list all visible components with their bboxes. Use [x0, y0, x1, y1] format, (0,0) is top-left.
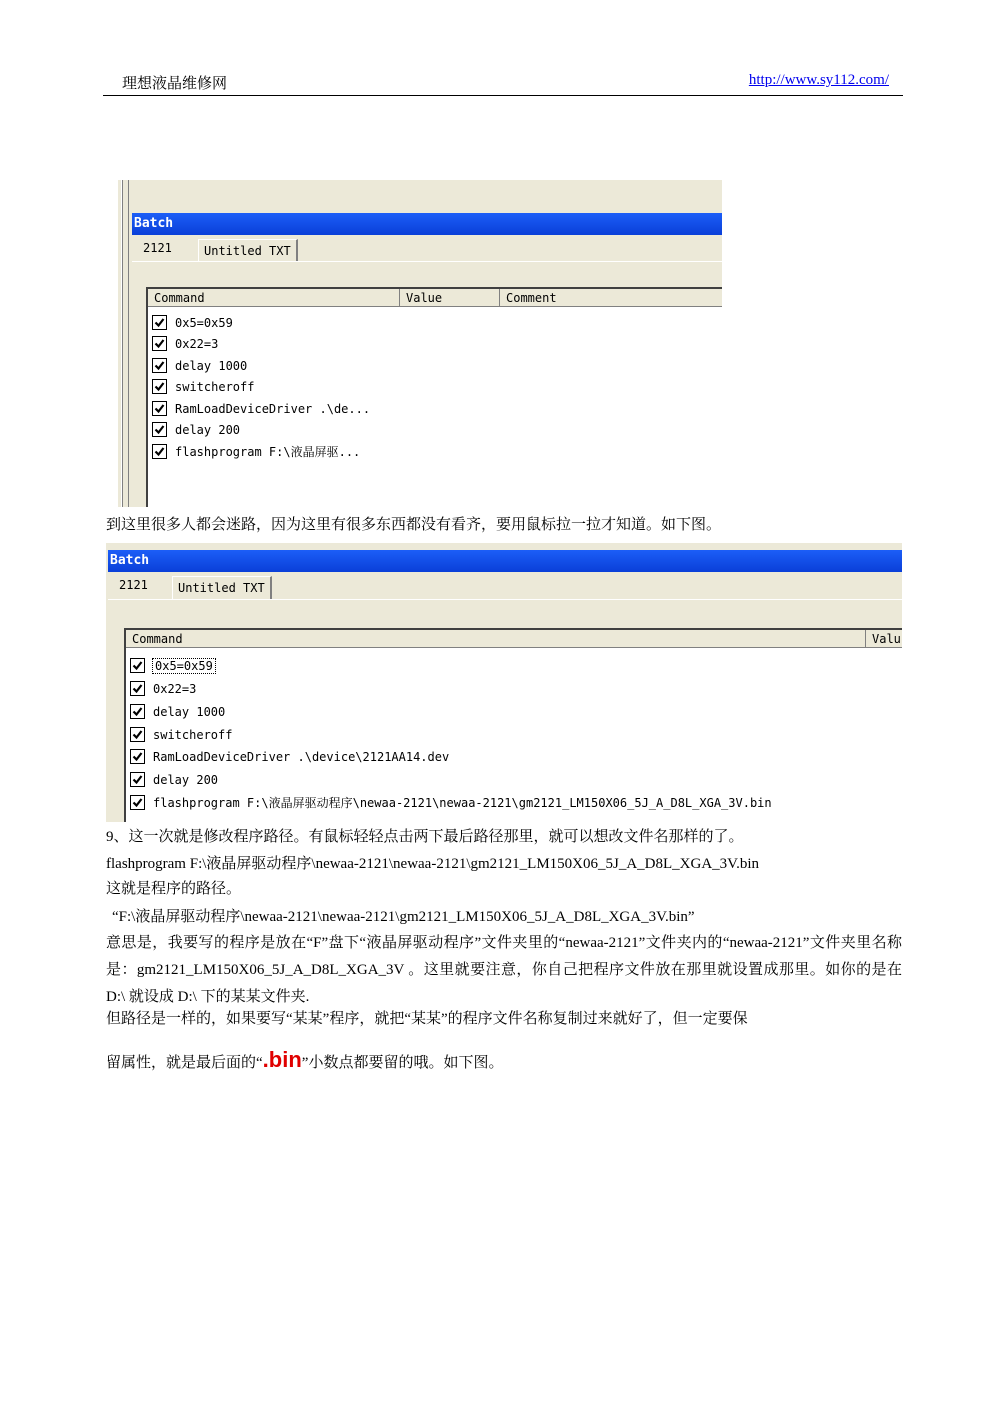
column-command[interactable]: Command — [148, 289, 400, 307]
command-list[interactable] — [124, 628, 902, 822]
step-9-heading: 9、这一次就是修改程序路径。有鼠标轻轻点击两下最后路径那里，就可以想改文件名那样的了。 — [106, 829, 744, 845]
command-text: flashprogram F:\液晶屏驱... — [175, 445, 361, 459]
column-command[interactable]: Command — [126, 630, 866, 648]
tab-panel — [132, 261, 722, 263]
checkbox-checked-icon[interactable] — [130, 727, 145, 742]
keep-text-before: 留属性，就是最后面的“ — [106, 1055, 263, 1071]
command-text: delay 1000 — [175, 359, 248, 373]
checkbox-checked-icon[interactable] — [152, 379, 167, 394]
tab-panel — [108, 599, 902, 601]
command-text: switcheroff — [153, 728, 233, 742]
checkbox-checked-icon[interactable] — [130, 749, 145, 764]
same-path-paragraph: 但路径是一样的，如果要写“某某”程序，就把“某某”的程序文件名称复制过来就好了，但一定要保 — [106, 1011, 748, 1027]
site-name: 理想液晶维修网 — [122, 76, 228, 92]
list-item[interactable] — [130, 793, 772, 814]
window-edge — [118, 180, 132, 507]
list-item[interactable] — [130, 702, 225, 723]
tab-2121[interactable]: 2121 — [138, 237, 177, 259]
list-item[interactable] — [152, 399, 370, 420]
list-item[interactable] — [130, 679, 196, 700]
header-divider — [103, 95, 903, 96]
list-item[interactable] — [152, 313, 233, 334]
checkbox-checked-icon[interactable] — [130, 795, 145, 810]
column-value[interactable]: Valu — [866, 630, 902, 648]
list-item[interactable] — [130, 747, 449, 768]
tab-untitled-txt[interactable]: Untitled TXT — [172, 576, 272, 599]
list-item[interactable] — [130, 656, 215, 677]
list-item[interactable] — [152, 442, 360, 463]
column-comment[interactable]: Comment — [500, 289, 722, 307]
list-item[interactable] — [152, 356, 247, 377]
checkbox-checked-icon[interactable] — [152, 358, 167, 373]
command-text: 0x22=3 — [153, 682, 197, 696]
command-text: 0x22=3 — [175, 337, 219, 351]
list-item[interactable] — [130, 770, 218, 791]
list-item[interactable] — [152, 377, 254, 398]
tab-2121[interactable]: 2121 — [114, 574, 153, 596]
checkbox-checked-icon[interactable] — [130, 681, 145, 696]
command-text: RamLoadDeviceDriver .\device\2121AA14.dev — [153, 750, 450, 764]
batch-screenshot-2 — [106, 543, 902, 822]
checkbox-checked-icon[interactable] — [152, 315, 167, 330]
column-value[interactable]: Value — [400, 289, 500, 307]
list-item[interactable] — [152, 420, 240, 441]
command-text: RamLoadDeviceDriver .\de... — [175, 402, 371, 416]
path-description: 这就是程序的路径。 — [106, 881, 242, 897]
site-url-link[interactable]: http://www.sy112.com/ — [748, 72, 889, 88]
keep-extension-line — [106, 1045, 503, 1078]
command-text: 0x5=0x59 — [175, 316, 233, 330]
checkbox-checked-icon[interactable] — [152, 422, 167, 437]
command-text: flashprogram F:\液晶屏驱动程序\newaa-2121\newaa-2121\gm2121_LM150X06_5J_A_D8L_XGA_3V.bin — [153, 796, 772, 810]
command-text: switcheroff — [175, 380, 255, 394]
command-text: delay 200 — [175, 423, 241, 437]
checkbox-checked-icon[interactable] — [130, 772, 145, 787]
batch-screenshot-1 — [118, 180, 722, 507]
checkbox-checked-icon[interactable] — [130, 704, 145, 719]
command-text: 0x5=0x59 — [155, 659, 213, 673]
checkbox-checked-icon[interactable] — [152, 444, 167, 459]
list-item[interactable] — [152, 334, 218, 355]
checkbox-checked-icon[interactable] — [152, 336, 167, 351]
command-list[interactable] — [146, 287, 722, 507]
batch-titlebar: Batch — [108, 550, 902, 572]
keep-text-after: ”小数点都要留的哦。如下图。 — [301, 1055, 504, 1071]
meaning-paragraph: 意思是，我要写的程序是放在“F”盘下“液晶屏驱动程序”文件夹里的“newaa-2121”文件夹内的“newaa-2121”文件夹里名称是：gm2121_LM150X06_5J_A_D8L_XGA_3V 。这里就要注意，你自己把程序文件放在那里就设置成那里。如你的是在 D:\ 就设成 D:\ 下的某某文件夹. — [106, 935, 902, 1005]
command-text: delay 200 — [153, 773, 219, 787]
paragraph-lost: 到这里很多人都会迷路，因为这里有很多东西都没有看齐，要用鼠标拉一拉才知道。如下图。 — [106, 517, 722, 533]
bin-extension-highlight: .bin — [262, 1047, 302, 1072]
command-line-text: flashprogram F:\液晶屏驱动程序\newaa-2121\newaa-2121\gm2121_LM150X06_5J_A_D8L_XGA_3V.bin — [106, 856, 759, 872]
checkbox-checked-icon[interactable] — [152, 401, 167, 416]
tab-untitled-txt[interactable]: Untitled TXT — [198, 239, 298, 262]
checkbox-checked-icon[interactable] — [130, 658, 145, 673]
list-item[interactable] — [130, 725, 232, 746]
batch-titlebar: Batch — [132, 213, 722, 235]
quoted-path: “F:\液晶屏驱动程序\newaa-2121\newaa-2121\gm2121_LM150X06_5J_A_D8L_XGA_3V.bin” — [112, 909, 695, 925]
command-text: delay 1000 — [153, 705, 226, 719]
